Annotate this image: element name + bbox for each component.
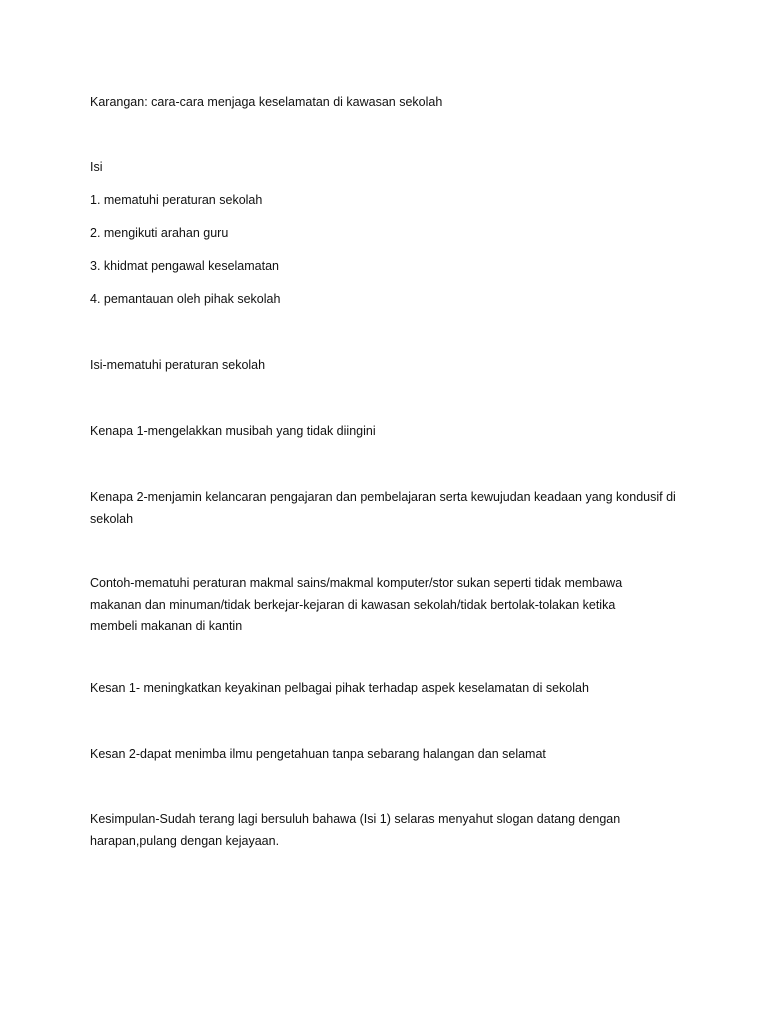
point-item: 1. mematuhi peraturan sekolah	[90, 193, 263, 207]
contoh-paragraph: Contoh-mematuhi peraturan makmal sains/makmal komputer/stor sukan seperti tidak membawa makanan dan minuman/tidak berkejar-kejaran di kawasan sekolah/tidak bertolak-tolakan ketika membeli makanan di kantin	[90, 576, 623, 633]
kesimpulan-paragraph: Kesimpulan-Sudah terang lagi bersuluh bahawa (Isi 1) selaras menyahut slogan datang dengan harapan,pulang dengan kejayaan.	[90, 812, 621, 848]
point-item: 4. pemantauan oleh pihak sekolah	[90, 292, 281, 306]
isi-heading: Isi	[90, 160, 103, 174]
document-title: Karangan: cara-cara menjaga keselamatan di kawasan sekolah	[90, 95, 443, 109]
isi-section-heading: Isi-mematuhi peraturan sekolah	[90, 358, 266, 372]
kesan-1-paragraph: Kesan 1- meningkatkan keyakinan pelbagai pihak terhadap aspek keselamatan di sekolah	[90, 681, 589, 695]
kesan-2-paragraph: Kesan 2-dapat menimba ilmu pengetahuan tanpa sebarang halangan dan selamat	[90, 747, 546, 761]
point-item: 3. khidmat pengawal keselamatan	[90, 259, 280, 273]
kenapa-2-paragraph: Kenapa 2-menjamin kelancaran pengajaran dan pembelajaran serta kewujudan keadaan yang kondusif di sekolah	[90, 490, 676, 526]
kenapa-1-paragraph: Kenapa 1-mengelakkan musibah yang tidak diingini	[90, 424, 376, 438]
point-item: 2. mengikuti arahan guru	[90, 226, 229, 240]
